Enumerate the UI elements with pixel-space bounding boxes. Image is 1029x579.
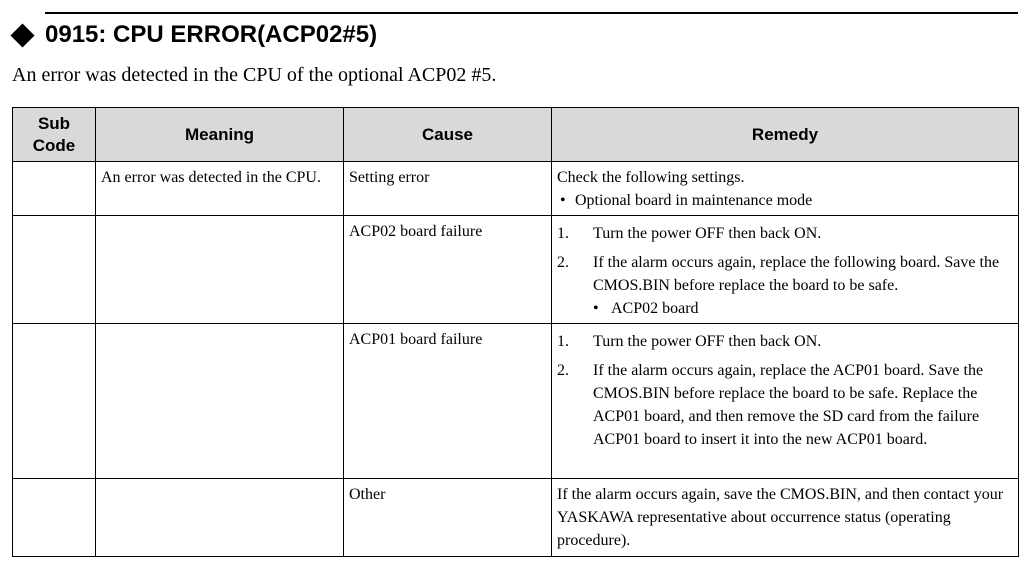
step-body xyxy=(593,251,1013,320)
table-header-row xyxy=(13,108,1019,162)
remedy-steps xyxy=(557,330,1013,451)
error-description: An error was detected in the CPU of the optional ACP02 #5. xyxy=(12,64,497,86)
top-rule xyxy=(45,12,1018,14)
cell-meaning xyxy=(96,479,344,557)
step-text: If the alarm occurs again, replace the following board. Save the CMOS.BIN before replace the board to be safe. xyxy=(593,254,1000,294)
step-number: 2. xyxy=(557,362,569,379)
cell-cause: Other xyxy=(344,479,552,557)
step-number: 1. xyxy=(557,225,569,242)
header-remedy: Remedy xyxy=(552,108,1019,162)
diamond-bullet-icon xyxy=(10,23,34,47)
remedy-bullet-text: Optional board in maintenance mode xyxy=(575,192,813,209)
table-row xyxy=(13,162,1019,216)
remedy-bullet-item xyxy=(560,189,1013,212)
header-sub-code: Sub Code xyxy=(13,108,96,162)
cell-sub-code xyxy=(13,162,96,216)
cell-sub-code xyxy=(13,216,96,324)
step-number: 2. xyxy=(557,254,569,271)
cell-remedy xyxy=(552,324,1019,479)
cell-remedy xyxy=(552,162,1019,216)
step-bullet-item xyxy=(593,297,1013,320)
table-row xyxy=(13,479,1019,557)
cell-meaning: An error was detected in the CPU. xyxy=(96,162,344,216)
cell-cause: Setting error xyxy=(344,162,552,216)
cell-meaning xyxy=(96,216,344,324)
step-text: If the alarm occurs again, replace the ACP01 board. Save the CMOS.BIN before replace the board to be safe. Replace the ACP01 board, and then remove the SD card from the failure ACP01 board to insert it into the new ACP01 board. xyxy=(593,362,984,448)
cell-remedy xyxy=(552,216,1019,324)
remedy-step xyxy=(557,359,1013,451)
remedy-step xyxy=(557,330,1013,353)
alarm-table xyxy=(12,107,1019,557)
step-number: 1. xyxy=(557,333,569,350)
bullet-icon: • xyxy=(560,192,566,209)
header-cause: Cause xyxy=(344,108,552,162)
bullet-icon: • xyxy=(593,300,599,317)
remedy-step xyxy=(557,222,1013,245)
table-row xyxy=(13,324,1019,479)
step-text: Turn the power OFF then back ON. xyxy=(593,333,822,350)
cell-sub-code xyxy=(13,324,96,479)
cell-sub-code xyxy=(13,479,96,557)
remedy-step xyxy=(557,251,1013,320)
cell-cause: ACP02 board failure xyxy=(344,216,552,324)
section-heading xyxy=(10,18,377,52)
step-bullet-text: ACP02 board xyxy=(611,300,699,317)
cell-meaning xyxy=(96,324,344,479)
table-row xyxy=(13,216,1019,324)
cell-remedy: If the alarm occurs again, save the CMOS.BIN, and then contact your YASKAWA representative about occurrence status (operating procedure). xyxy=(552,479,1019,557)
heading-text: 0915: CPU ERROR(ACP02#5) xyxy=(45,21,378,48)
remedy-steps xyxy=(557,222,1013,320)
remedy-intro: Check the following settings. xyxy=(557,169,745,186)
cell-cause: ACP01 board failure xyxy=(344,324,552,479)
step-text: Turn the power OFF then back ON. xyxy=(593,225,822,242)
header-meaning: Meaning xyxy=(96,108,344,162)
